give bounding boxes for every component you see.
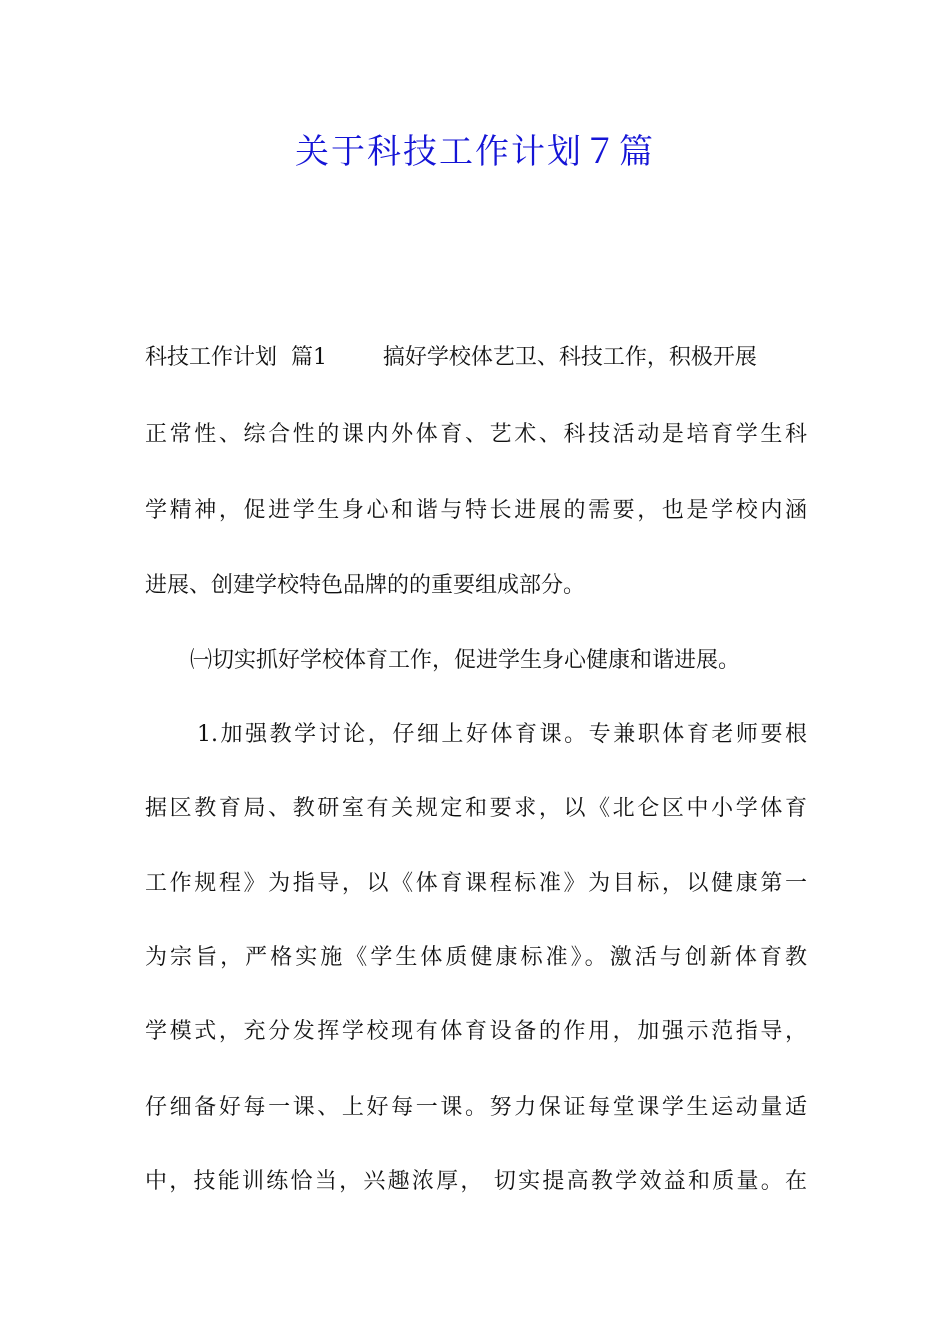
body-line-4: 进展、创建学校特色品牌的的重要组成部分。 xyxy=(145,573,586,598)
body-line-3: 学精神，促进学生身心和谐与特长进展的需要，也是学校内涵 xyxy=(145,498,807,523)
body-line-1: 科技工作计划 篇1 搞好学校体艺卫、科技工作，积极开展 xyxy=(145,345,757,370)
body-line-8: 工作规程》为指导，以《体育课程标准》为目标，以健康第一 xyxy=(145,871,807,896)
body-line-9: 为宗旨，严格实施《学生体质健康标准》。激活与创新体育教 xyxy=(145,945,807,970)
body-line-7: 据区教育局、教研室有关规定和要求，以《北仑区中小学体育 xyxy=(145,796,807,821)
body-line-5: ㈠切实抓好学校体育工作，促进学生身心健康和谐进展。 xyxy=(190,648,741,673)
body-line-2: 正常性、综合性的课内外体育、艺术、科技活动是培育学生科 xyxy=(145,422,807,447)
body-line-12: 中，技能训练恰当，兴趣浓厚， 切实提高教学效益和质量。在 xyxy=(145,1169,807,1194)
document-title: 关于科技工作计划７篇 xyxy=(295,132,655,172)
body-line-11: 仔细备好每一课、上好每一课。努力保证每堂课学生运动量适 xyxy=(145,1095,807,1120)
body-line-10: 学模式，充分发挥学校现有体育设备的作用，加强示范指导， xyxy=(145,1019,807,1044)
body-line-6: 1.加强教学讨论，仔细上好体育课。专兼职体育老师要根 xyxy=(197,722,807,747)
